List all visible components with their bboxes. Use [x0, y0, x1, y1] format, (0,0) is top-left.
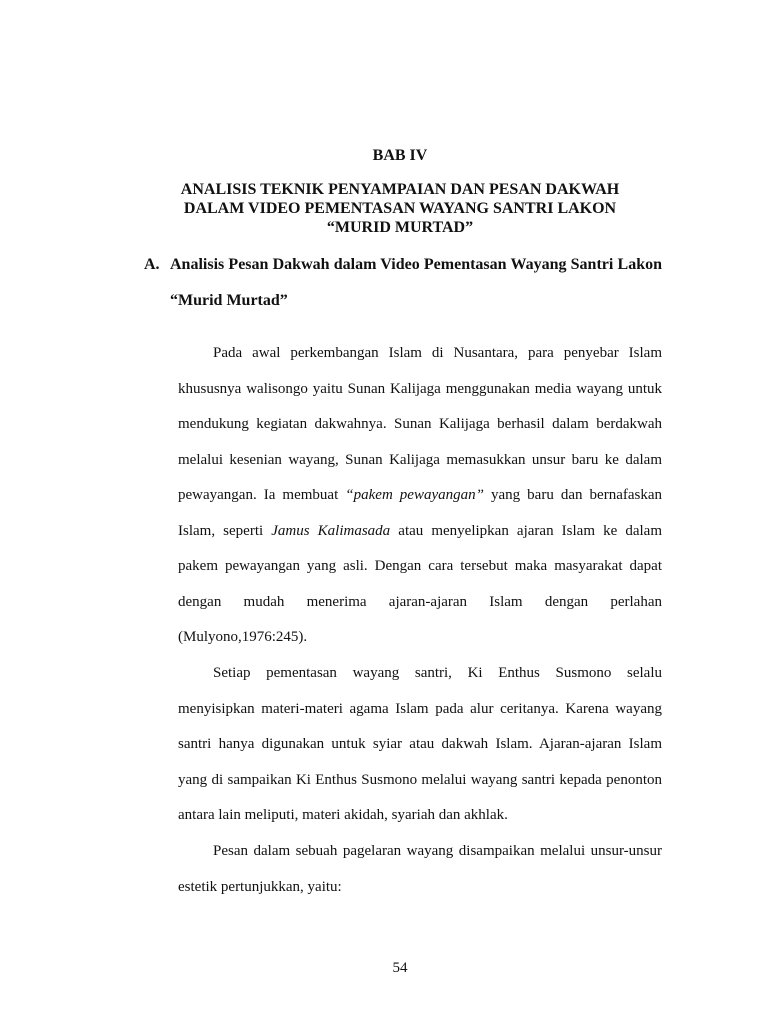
chapter-title-line: DALAM VIDEO PEMENTASAN WAYANG SANTRI LAKON	[183, 200, 617, 217]
paragraph	[178, 336, 662, 656]
page-number: 54	[392, 960, 408, 976]
italic-term: Jamus Kalimasada	[271, 522, 391, 539]
section-letter: A.	[144, 256, 160, 273]
text-run: yang baru dan bernafaskan	[483, 487, 663, 503]
paragraph-line: yang di sampaikan Ki Enthus Susmono melalui wayang santri kepada penonton	[178, 771, 662, 788]
paragraph	[178, 656, 662, 834]
paragraph-line: Pesan dalam sebuah pagelaran wayang disampaikan melalui unsur-unsur	[213, 843, 662, 859]
paragraph-line: khususnya walisongo yaitu Sunan Kalijaga menggunakan media wayang untuk	[178, 380, 662, 397]
italic-term: “pakem pewayangan”	[345, 487, 484, 503]
paragraph-line: pakem pewayangan yang asli. Dengan cara tersebut maka masyarakat dapat	[178, 558, 662, 574]
chapter-title	[0, 180, 768, 237]
paragraph-line: melalui kesenian wayang, Sunan Kalijaga memasukkan unsur baru ke dalam	[178, 451, 662, 468]
paragraph-line: antara lain meliputi, materi akidah, syariah dan akhlak.	[178, 807, 508, 823]
paragraph-line: Pada awal perkembangan Islam di Nusantara, para penyebar Islam	[213, 345, 662, 361]
paragraph-line: dengan mudah menerima ajaran-ajaran Islam dengan perlahan	[178, 593, 662, 610]
paragraph-line: Setiap pementasan wayang santri, Ki Enthus Susmono selalu	[213, 665, 662, 681]
paragraph-line: estetik pertunjukkan, yaitu:	[178, 878, 342, 895]
paragraph-line: menyisipkan materi-materi agama Islam pada alur ceritanya. Karena wayang	[178, 700, 662, 717]
chapter-title-line: ANALISIS TEKNIK PENYAMPAIAN DAN PESAN DAKWAH	[180, 181, 620, 198]
paragraph-line	[178, 514, 662, 550]
section-heading-line: “Murid Murtad”	[170, 292, 288, 309]
section-heading	[144, 256, 662, 309]
paragraph-line: (Mulyono,1976:245).	[178, 629, 308, 645]
paragraph	[178, 834, 662, 905]
paragraph-line: mendukung kegiatan dakwahnya. Sunan Kalijaga berhasil dalam berdakwah	[178, 416, 662, 432]
paragraph-line	[178, 478, 662, 514]
paragraph-line: santri hanya digunakan untuk syiar atau dakwah Islam. Ajaran-ajaran Islam	[178, 736, 662, 752]
chapter-title-line: “MURID MURTAD”	[326, 219, 474, 236]
text-run: atau menyelipkan ajaran Islam ke dalam	[390, 522, 662, 539]
text-run: pewayangan. Ia membuat	[178, 487, 346, 503]
text-run: Islam, seperti	[178, 522, 272, 539]
section-heading-line: Analisis Pesan Dakwah dalam Video Pementasan Wayang Santri Lakon	[170, 256, 662, 273]
chapter-heading: BAB IV	[372, 147, 428, 164]
